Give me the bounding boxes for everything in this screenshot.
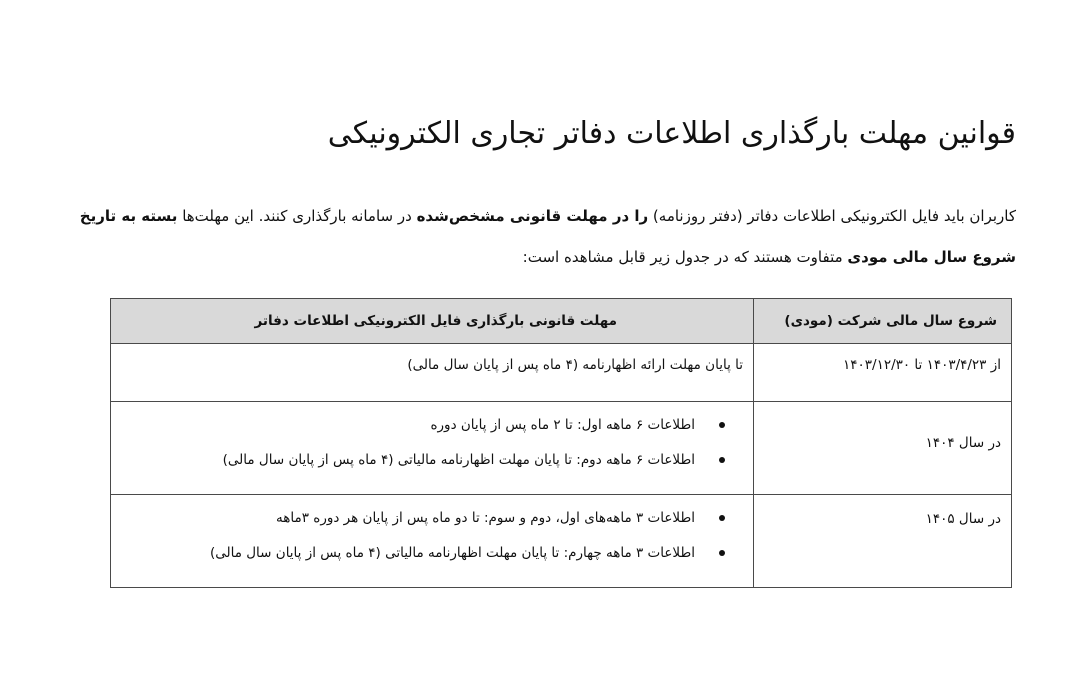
fiscal-start-cell <box>754 344 1012 402</box>
list-item <box>121 543 695 563</box>
deadline-cell <box>111 402 754 495</box>
list-item <box>121 415 695 435</box>
table-row <box>111 344 1012 402</box>
deadline-cell <box>111 495 754 588</box>
page-title: قوانین مهلت بارگذاری اطلاعات دفاتر تجاری الکترونیکی <box>327 116 1016 151</box>
deadlines-table <box>110 298 1012 588</box>
intro-text-2: در سامانه بارگذاری کنند. این مهلت‌ها <box>177 207 417 225</box>
bullet-dot-icon <box>719 422 725 428</box>
fiscal-start-text: از ۱۴۰۳/۴/۲۳ تا ۱۴۰۳/۱۲/۳۰ <box>843 357 1001 373</box>
deadline-bullet-list <box>121 415 743 470</box>
intro-bold-2: بسته به تاریخ شروع سال مالی مودی <box>79 207 1016 266</box>
intro-text-1: کاربران باید فایل الکترونیکی اطلاعات دفاتر (دفتر روزنامه) <box>648 207 1016 225</box>
intro-text-3: متفاوت هستند که در جدول زیر قابل مشاهده است: <box>522 248 848 266</box>
deadline-item-text: اطلاعات ۶ ماهه دوم: تا پایان مهلت اظهارنامه مالیاتی (۴ ماه پس از پایان سال مالی) <box>222 452 695 468</box>
table-header-row <box>111 299 1012 344</box>
intro-bold-1: را در مهلت قانونی مشخص‌شده <box>416 207 649 225</box>
fiscal-start-text: در سال ۱۴۰۵ <box>925 511 1001 527</box>
deadline-item-text: اطلاعات ۳ ماهه‌های اول، دوم و سوم: تا دو ماه پس از پایان هر دوره ۳ماهه <box>276 510 695 526</box>
list-item <box>121 450 695 470</box>
bullet-dot-icon <box>719 457 725 463</box>
deadline-item-text: اطلاعات ۳ ماهه چهارم: تا پایان مهلت اظهارنامه مالیاتی (۴ ماه پس از پایان سال مالی) <box>209 545 695 561</box>
deadline-bullet-list <box>121 508 743 563</box>
deadline-item-text: اطلاعات ۶ ماهه اول: تا ۲ ماه پس از پایان دوره <box>430 417 695 433</box>
deadline-text: تا پایان مهلت ارائه اظهارنامه (۴ ماه پس از پایان سال مالی) <box>407 357 743 373</box>
intro-paragraph <box>56 196 1016 278</box>
header-legal-deadline: مهلت قانونی بارگذاری فایل الکترونیکی اطلاعات دفاتر <box>111 299 754 344</box>
bullet-dot-icon <box>719 515 725 521</box>
deadline-cell <box>111 344 754 402</box>
fiscal-start-cell <box>754 402 1012 495</box>
bullet-dot-icon <box>719 550 725 556</box>
table-row <box>111 495 1012 588</box>
fiscal-start-cell <box>754 495 1012 588</box>
fiscal-start-text: در سال ۱۴۰۴ <box>925 435 1001 451</box>
table-row <box>111 402 1012 495</box>
list-item <box>121 508 695 528</box>
header-fiscal-start: شروع سال مالی شرکت (مودی) <box>754 299 1012 344</box>
